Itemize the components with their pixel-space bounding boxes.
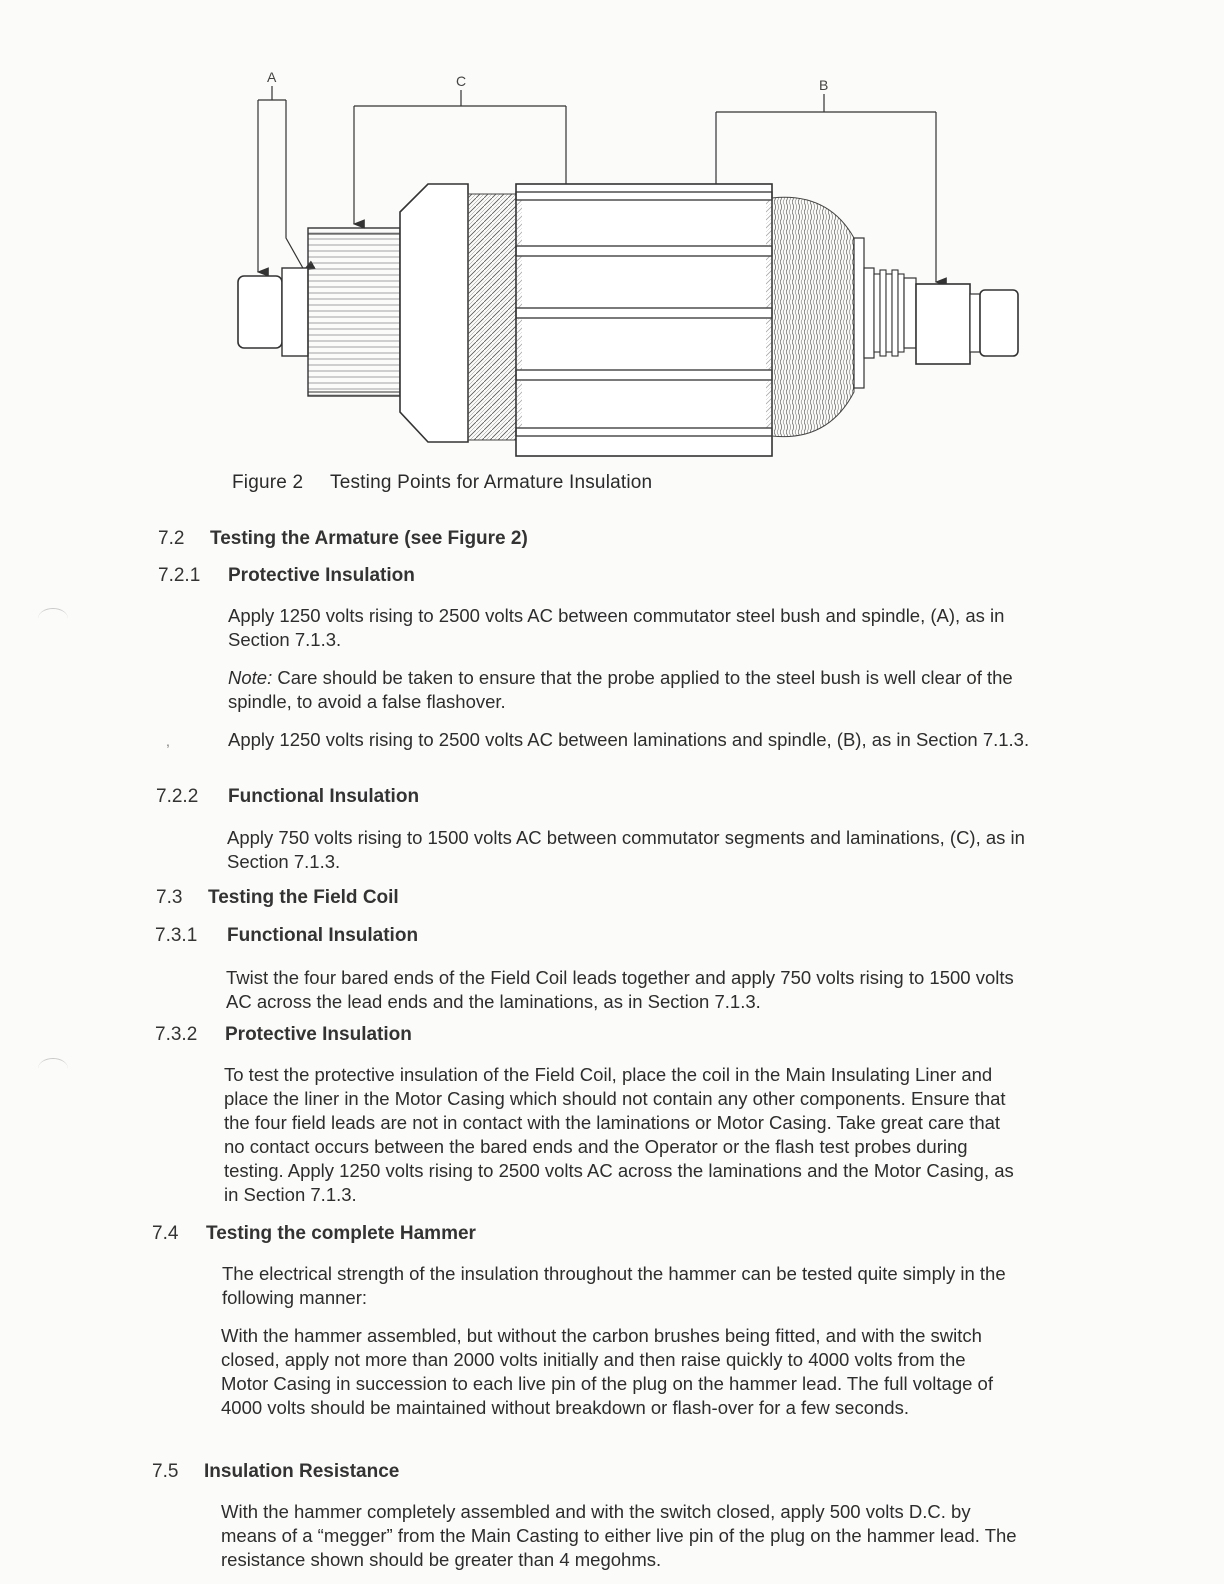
section-number: 7.4 [152, 1223, 179, 1244]
heading-7-2 [158, 528, 528, 550]
margin-mark: , [166, 733, 170, 749]
armature-diagram [228, 62, 1028, 472]
armature-figure [228, 62, 1028, 472]
binder-hole-mark [38, 1058, 68, 1079]
section-number: 7.2.1 [158, 565, 201, 586]
paragraph-7-2-2: Apply 750 volts rising to 1500 volts AC between commutator segments and laminations, (C), as in Section 7.1.3. [227, 827, 1025, 872]
note-paragraph [228, 666, 1038, 714]
section-title: Insulation Resistance [204, 1461, 400, 1482]
section-title: Protective Insulation [225, 1024, 412, 1045]
label-a: A [267, 69, 277, 85]
figure-number: Figure 2 [232, 472, 304, 493]
paragraph-7-3-2: To test the protective insulation of the Field Coil, place the coil in the Main Insulating Liner and place the liner in the Motor Casing which should not contain any other components. Ensure that the four field leads are not in contact with the laminations or Motor Casing. Take great care that no contact occurs between the bared ends and the Operator or the flash test probes during testing. Apply 1250 volts rising to 2500 volts AC across the laminations and the Motor Casing, as in Section 7.1.3. [224, 1064, 1014, 1205]
figure-caption [232, 472, 652, 494]
section-number: 7.3.1 [155, 925, 198, 946]
section-title: Functional Insulation [227, 925, 419, 946]
paragraph-7-3-1: Twist the four bared ends of the Field Coil leads together and apply 750 volts rising to 1500 volts AC across the lead ends and the laminations, as in Section 7.1.3. [226, 967, 1014, 1012]
label-c: C [456, 73, 467, 89]
section-number: 7.2.2 [156, 786, 199, 807]
heading-7-2-1 [158, 565, 415, 587]
heading-7-3 [156, 887, 399, 909]
section-number: 7.3 [156, 887, 183, 908]
heading-7-5 [152, 1461, 399, 1483]
paragraph-7-4-a: The electrical strength of the insulation throughout the hammer can be tested quite simply in the following manner: [222, 1263, 1006, 1308]
section-title: Testing the Field Coil [208, 887, 399, 908]
section-title: Protective Insulation [228, 565, 415, 586]
section-title: Testing the complete Hammer [206, 1223, 476, 1244]
paragraph-7-2-1-b: Apply 1250 volts rising to 2500 volts AC between laminations and spindle, (B), as in Section 7.1.3. [228, 729, 1030, 750]
binder-hole-mark [38, 608, 68, 629]
label-b: B [819, 77, 829, 93]
section-number: 7.3.2 [155, 1024, 198, 1045]
paragraph-7-2-1-a: Apply 1250 volts rising to 2500 volts AC between commutator steel bush and spindle, (A), as in Section 7.1.3. [228, 605, 1005, 650]
heading-7-3-1 [155, 925, 418, 947]
section-number: 7.5 [152, 1461, 179, 1482]
figure-caption-text: Testing Points for Armature Insulation [330, 472, 653, 493]
note-text: Care should be taken to ensure that the probe applied to the steel bush is well clear of the spindle, to avoid a false flashover. [228, 667, 1013, 712]
paragraph-7-5: With the hammer completely assembled and with the switch closed, apply 500 volts D.C. by means of a “megger” from the Main Casting to either live pin of the plug on the hammer lead. The resistance shown should be greater than 4 megohms. [221, 1501, 1017, 1570]
heading-7-2-2 [156, 786, 419, 808]
heading-7-3-2 [155, 1024, 412, 1046]
paragraph-7-4-b: With the hammer assembled, but without the carbon brushes being fitted, and with the switch closed, apply not more than 2000 volts initially and then raise quickly to 4000 volts from the Motor Casing in succession to each live pin of the plug on the hammer lead. The full voltage of 4000 volts should be maintained without breakdown or flash-over for a few seconds. [221, 1325, 993, 1418]
heading-7-4 [152, 1223, 476, 1245]
section-number: 7.2 [158, 528, 185, 549]
section-title: Testing the Armature (see Figure 2) [210, 528, 528, 549]
section-title: Functional Insulation [228, 786, 420, 807]
note-label: Note: [228, 667, 273, 688]
